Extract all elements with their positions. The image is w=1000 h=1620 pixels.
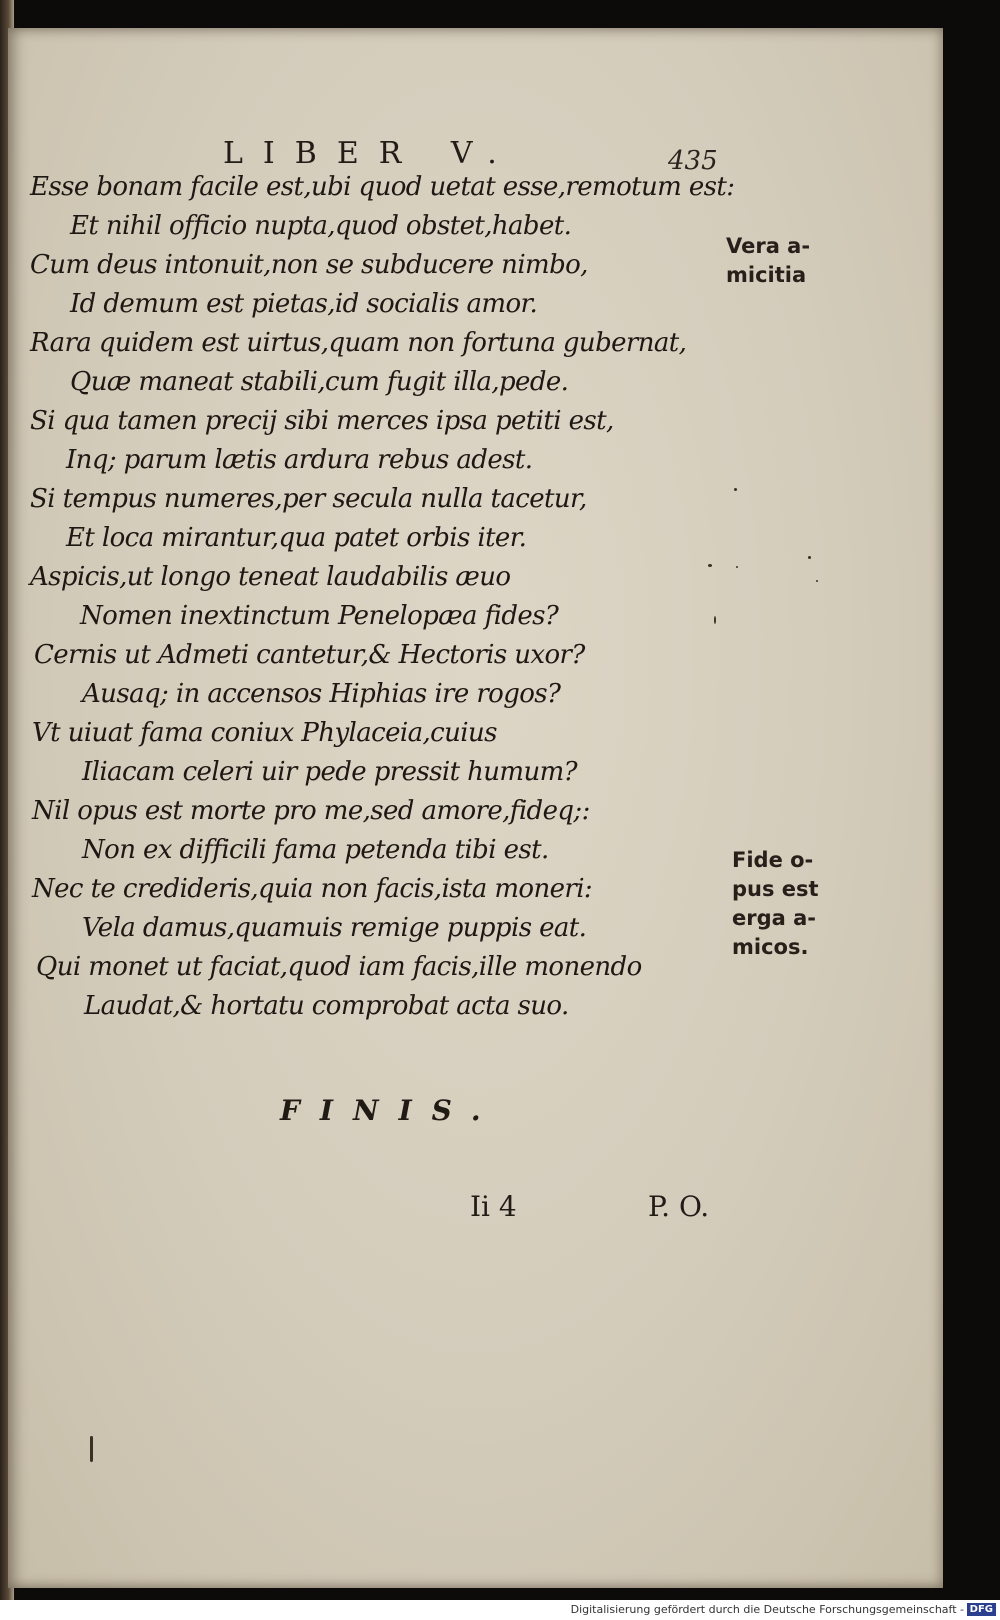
paper-speck xyxy=(736,566,738,568)
verse-line: Vt uiuat fama coniux Phylaceia,cuius xyxy=(32,718,497,748)
verse-line: Inq; parum lætis ardura rebus adest. xyxy=(66,445,533,475)
gloss-line: micos. xyxy=(732,935,809,959)
verse-line: Nomen inextinctum Penelopæa fides? xyxy=(80,601,559,631)
verse-line: Rara quidem est uirtus,quam non fortuna gubernat, xyxy=(30,328,687,358)
verse-line: Laudat,& hortatu comprobat acta suo. xyxy=(84,991,569,1021)
paper-speck xyxy=(734,488,737,491)
marginal-gloss xyxy=(726,232,810,290)
verse-line: Cum deus intonuit,non se subducere nimbo, xyxy=(30,250,588,280)
verse-line: Nec te credideris,quia non facis,ista moneri: xyxy=(32,874,593,904)
verse-line: Si qua tamen precij sibi merces ipsa petiti est, xyxy=(30,406,614,436)
verse-line: Qui monet ut faciat,quod iam facis,ille monendo xyxy=(36,952,642,982)
gloss-line: Vera a- xyxy=(726,234,811,258)
paper-speck xyxy=(90,1436,93,1462)
catchword: P. O. xyxy=(648,1190,710,1223)
verse-line: Nil opus est morte pro me,sed amore,fideq;: xyxy=(32,796,590,826)
verse-line: Et nihil officio nupta,quod obstet,habet. xyxy=(70,211,572,241)
paper-speck xyxy=(816,580,818,582)
credit-footer xyxy=(0,1600,1000,1620)
marginal-gloss xyxy=(732,846,819,962)
credit-text: Digitalisierung gefördert durch die Deutsche Forschungsgemeinschaft - xyxy=(570,1603,964,1616)
verse-line: Id demum est pietas,id socialis amor. xyxy=(70,289,538,319)
gloss-line: pus est xyxy=(732,877,819,901)
gloss-line: micitia xyxy=(726,263,807,287)
book-page xyxy=(8,28,943,1588)
verse-line: Et loca mirantur,qua patet orbis iter. xyxy=(66,523,527,553)
paper-speck xyxy=(808,556,811,559)
verse-line: Esse bonam facile est,ubi quod uetat esse,remotum est: xyxy=(30,172,735,202)
verse-line: Si tempus numeres,per secula nulla tacetur, xyxy=(30,484,587,514)
dfg-logo: DFG xyxy=(967,1603,996,1616)
paper-speck xyxy=(708,564,712,567)
gloss-line: Fide o- xyxy=(732,848,814,872)
verse-line: Vela damus,quamuis remige puppis eat. xyxy=(82,913,587,943)
verse-line: Iliacam celeri uir pede pressit humum? xyxy=(82,757,577,787)
verse-line: Cernis ut Admeti cantetur,& Hectoris uxor? xyxy=(34,640,585,670)
verse-line: Non ex difficili fama petenda tibi est. xyxy=(82,835,549,865)
gloss-line: erga a- xyxy=(732,906,816,930)
paper-speck xyxy=(714,616,716,624)
running-head: LIBER V. xyxy=(223,136,517,171)
page-number: 435 xyxy=(668,146,718,176)
finis-label: FINIS. xyxy=(280,1094,501,1127)
verse-line: Ausaq; in accensos Hiphias ire rogos? xyxy=(82,679,561,709)
signature-mark: Ii 4 xyxy=(470,1190,517,1223)
verse-line: Quæ maneat stabili,cum fugit illa,pede. xyxy=(70,367,569,397)
verse-line: Aspicis,ut longo teneat laudabilis æuo xyxy=(30,562,511,592)
